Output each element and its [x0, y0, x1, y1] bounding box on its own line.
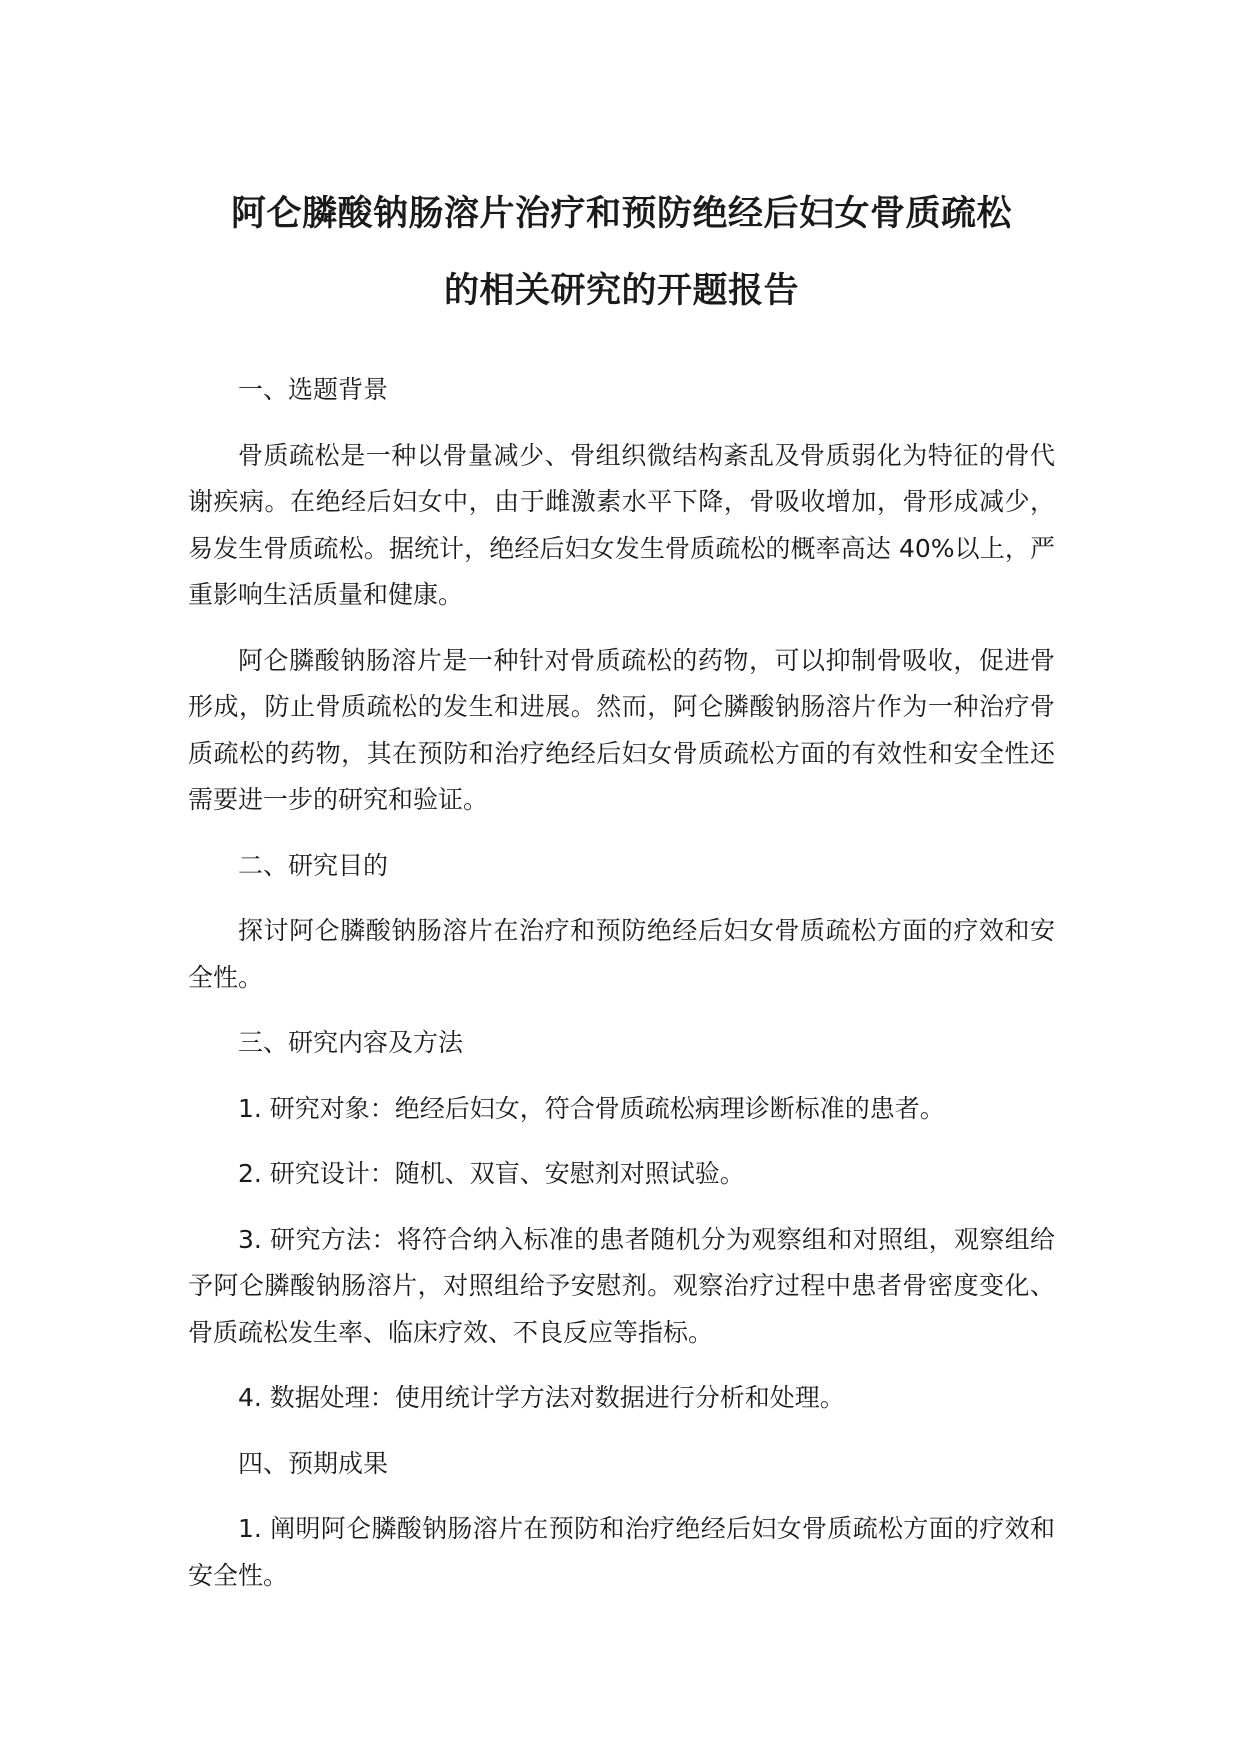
- paragraph-background-1: 骨质疏松是一种以骨量减少、骨组织微结构紊乱及骨质弱化为特征的骨代谢疾病。在绝经后妇女中，由于雌激素水平下降，骨吸收增加，骨形成减少，易发生骨质疏松。据统计，绝经后妇女发生骨质疏松的概率高达 40%以上，严重影响生活质量和健康。: [188, 440, 1055, 609]
- document-body: [188, 367, 1055, 1599]
- title-line-1: 阿仑膦酸钠肠溶片治疗和预防绝经后妇女骨质疏松: [230, 194, 1012, 234]
- paragraph-background-2: 阿仑膦酸钠肠溶片是一种针对骨质疏松的药物，可以抑制骨吸收，促进骨形成，防止骨质疏松的发生和进展。然而，阿仑膦酸钠肠溶片作为一种治疗骨质疏松的药物，其在预防和治疗绝经后妇女骨质疏松方面的有效性和安全性还需要进一步的研究和验证。: [188, 645, 1055, 814]
- paragraph-purpose: 探讨阿仑膦酸钠肠溶片在治疗和预防绝经后妇女骨质疏松方面的疗效和安全性。: [188, 916, 1055, 992]
- list-item-outcome-1: 1. 阐明阿仑膦酸钠肠溶片在预防和治疗绝经后妇女骨质疏松方面的疗效和安全性。: [188, 1514, 1055, 1590]
- title-line-2: 的相关研究的开题报告: [443, 271, 799, 311]
- list-item-data-processing: 4. 数据处理：使用统计学方法对数据进行分析和处理。: [238, 1383, 845, 1412]
- list-item-subjects: 1. 研究对象：绝经后妇女，符合骨质疏松病理诊断标准的患者。: [238, 1093, 945, 1123]
- list-item-design: 2. 研究设计：随机、双盲、安慰剂对照试验。: [238, 1159, 745, 1188]
- list-item-method: 3. 研究方法：将符合纳入标准的患者随机分为观察组和对照组，观察组给予阿仑膦酸钠肠溶片，对照组给予安慰剂。观察治疗过程中患者骨密度变化、骨质疏松发生率、临床疗效、不良反应等指标。: [188, 1224, 1055, 1347]
- section-heading-purpose: 二、研究目的: [238, 850, 389, 880]
- section-heading-outcomes: 四、预期成果: [238, 1448, 389, 1478]
- section-heading-methods: 三、研究内容及方法: [238, 1028, 464, 1057]
- document-title: [188, 176, 1055, 330]
- section-heading-background: 一、选题背景: [238, 375, 389, 404]
